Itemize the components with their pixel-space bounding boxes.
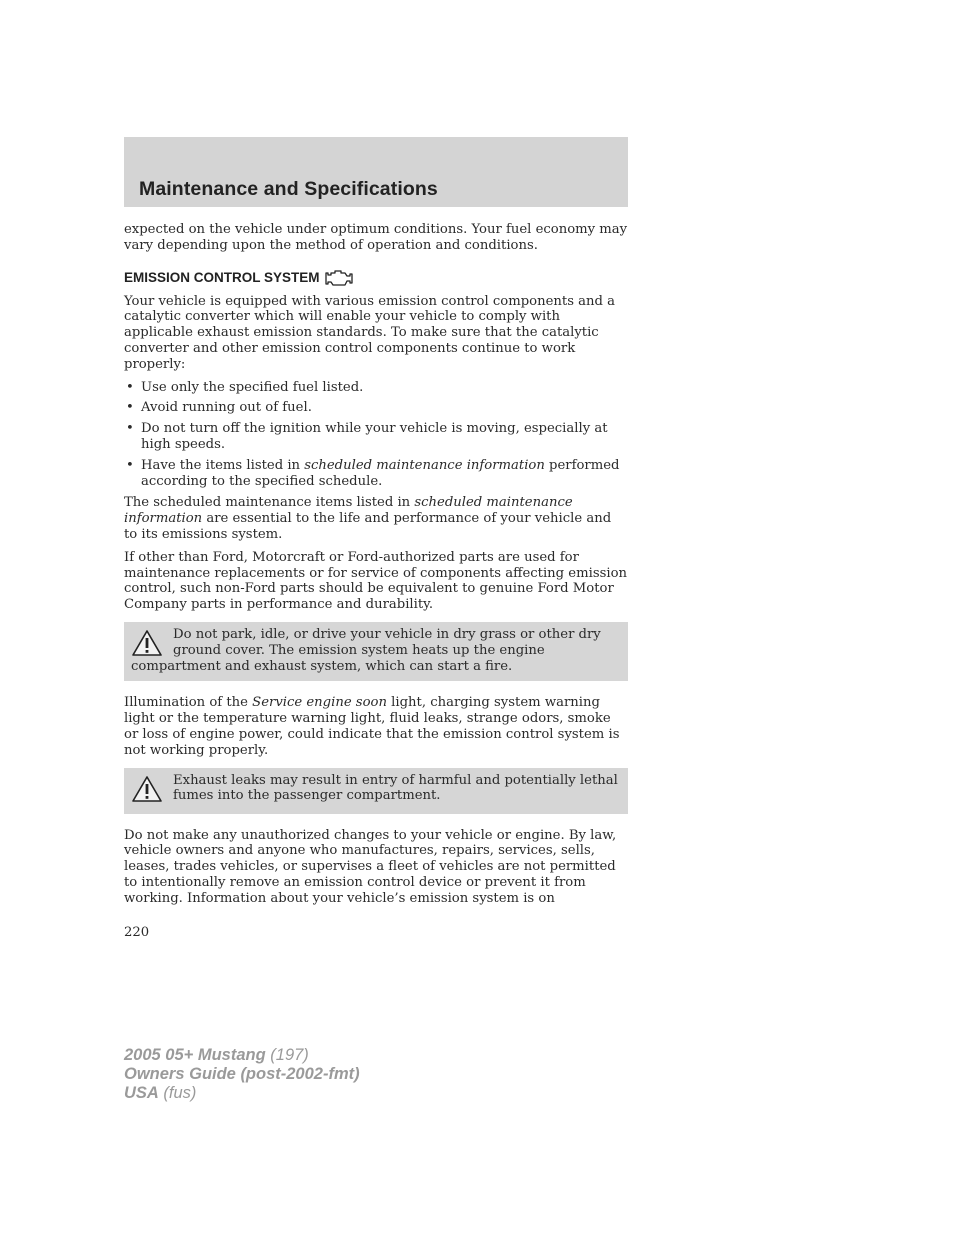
warning-text: Do not park, idle, or drive your vehicle in dry grass or other dry ground cover. The emission system heats up the engine compartment and exhaust system, which can start a fire. — [131, 626, 601, 674]
warning-box-fire — [124, 622, 628, 681]
footer-model: 2005 05+ Mustang — [124, 1046, 266, 1064]
footer-model-code: (197) — [265, 1046, 309, 1064]
list-item: • Do not turn off the ignition while your vehicle is moving, especially at high speeds. — [124, 421, 628, 453]
page-content — [124, 222, 628, 914]
list-item-emphasis: scheduled maintenance information — [304, 457, 545, 473]
engine-icon — [324, 268, 354, 288]
paragraph-emphasis: Service engine soon — [252, 695, 387, 711]
section-paragraph-3: If other than Ford, Motorcraft or Ford-authorized parts are used for maintenance replacements or for service of components affecting emission control, such non-Ford parts should be equivalent to genuine Ford Motor Company parts in performance and durability. — [124, 549, 628, 613]
list-item — [124, 458, 628, 490]
list-item: • Avoid running out of fuel. — [124, 400, 628, 416]
footer-market-code: (fus) — [158, 1084, 197, 1102]
footer-line-3 — [124, 1084, 360, 1103]
paragraph-emphasis: scheduled maintenance information — [124, 495, 573, 527]
list-item-text: performed according to the specified schedule. — [141, 457, 620, 489]
warning-text: Exhaust leaks may result in entry of harmful and potentially lethal fumes into the passenger compartment. — [173, 772, 618, 804]
footer-line-2 — [124, 1065, 360, 1084]
maintenance-bullet-list — [124, 380, 628, 490]
paragraph-text: are essential to the life and performance of your vehicle and to its emissions system. — [124, 511, 612, 542]
list-item-text: Have the items listed in — [141, 457, 305, 473]
warning-triangle-icon — [131, 775, 163, 803]
page-title: Maintenance and Specifications — [139, 178, 438, 200]
section-header-band — [124, 137, 628, 207]
intro-paragraph: expected on the vehicle under optimum conditions. Your fuel economy may vary depending upon the method of operation and conditions. — [124, 222, 628, 253]
paragraph-text: Illumination of the — [124, 695, 253, 711]
paragraph-text: The scheduled maintenance items listed in — [124, 495, 415, 511]
list-item: • Use only the specified fuel listed. — [124, 380, 628, 396]
page-number: 220 — [124, 925, 150, 940]
footer-guide: Owners Guide (post-2002-fmt) — [124, 1065, 360, 1083]
footer-line-1 — [124, 1046, 360, 1065]
warning-box-exhaust — [124, 768, 628, 814]
section-heading — [124, 268, 628, 288]
section-paragraph-1: Your vehicle is equipped with various emission control components and a catalytic converter which will enable your vehicle to comply with applicable exhaust emission standards. To make sure that the catalytic converter and other emission control components continue to work properly: — [124, 293, 616, 372]
section-paragraph-2 — [124, 495, 628, 542]
footer-market: USA — [124, 1084, 159, 1102]
section-heading-text: EMISSION CONTROL SYSTEM — [124, 269, 320, 285]
section-paragraph-5: Do not make any unauthorized changes to your vehicle or engine. By law, vehicle owners and anyone who manufactures, repairs, services, sells, leases, trades vehicles, or supervises a fleet of vehicles are not permitted to intentionally remove an emission control device or prevent it from working. Information about your vehicle’s emission system is on — [124, 827, 617, 906]
document-footer — [124, 1046, 360, 1103]
paragraph-text: light, charging system warning light or the temperature warning light, fluid leaks, strange odors, smoke or loss of engine power, could indicate that the emission control system is not working properly. — [124, 695, 620, 758]
warning-triangle-icon — [131, 629, 163, 657]
section-paragraph-4 — [124, 695, 628, 758]
